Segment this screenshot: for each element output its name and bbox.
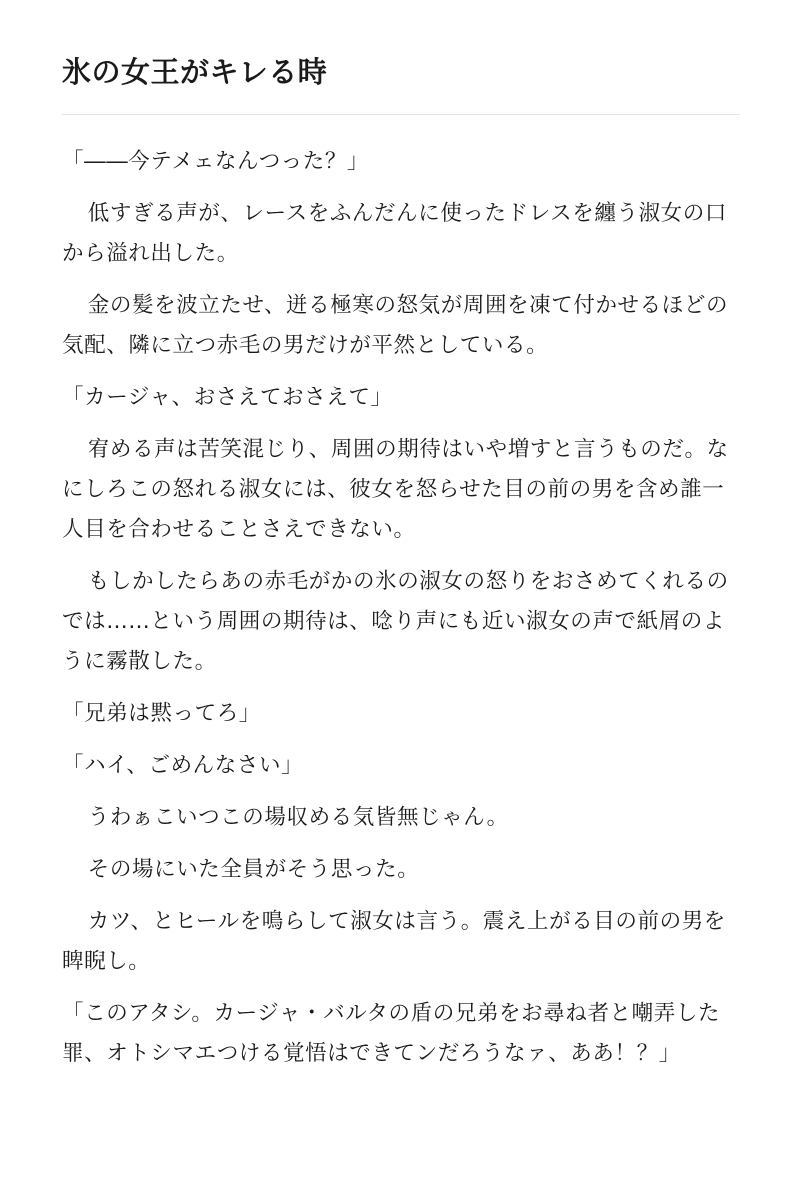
narration-paragraph: 金の髪を波立たせ、迸る極寒の怒気が周囲を凍て付かせるほどの気配、隣に立つ赤毛の男だけが平然としている。 <box>62 293 729 358</box>
dialogue-paragraph: 「兄弟は黙ってろ」 <box>62 701 261 726</box>
story-title: 氷の女王がキレる時 <box>62 55 328 89</box>
dialogue-paragraph: 「カージャ、おさえておさえて」 <box>62 385 393 410</box>
narration-paragraph: その場にいた全員がそう思った。 <box>87 857 420 882</box>
dialogue-paragraph: 「このアタシ。カージャ・バルタの盾の兄弟をお尋ね者と嘲弄した罪、オトシマエつける覚悟はできてンだろうなァ、ああ！？」 <box>62 1001 721 1066</box>
dialogue-paragraph: 「――今テメェなんつった？」 <box>62 149 370 174</box>
story-body <box>62 142 740 1074</box>
narration-paragraph: カツ、とヒールを鳴らして淑女は言う。震え上がる目の前の男を睥睨し。 <box>62 909 726 974</box>
title-divider <box>62 114 740 115</box>
dialogue-paragraph: 「ハイ、ごめんなさい」 <box>62 753 304 778</box>
narration-paragraph: 低すぎる声が、レースをふんだんに使ったドレスを纏う淑女の口から溢れ出した。 <box>62 201 727 266</box>
story-page <box>62 0 740 1074</box>
narration-paragraph: 宥める声は苦笑混じり、周囲の期待はいや増すと言うものだ。なにしろこの怒れる淑女には、彼女を怒らせた目の前の男を含め誰一人目を合わせることさえできない。 <box>62 437 729 542</box>
narration-paragraph: うわぁこいつこの場収める気皆無じゃん。 <box>87 805 509 830</box>
narration-paragraph: もしかしたらあの赤毛がかの氷の淑女の怒りをおさめてくれるのでは……という周囲の期待は、唸り声にも近い淑女の声で紙屑のように霧散した。 <box>62 569 729 674</box>
